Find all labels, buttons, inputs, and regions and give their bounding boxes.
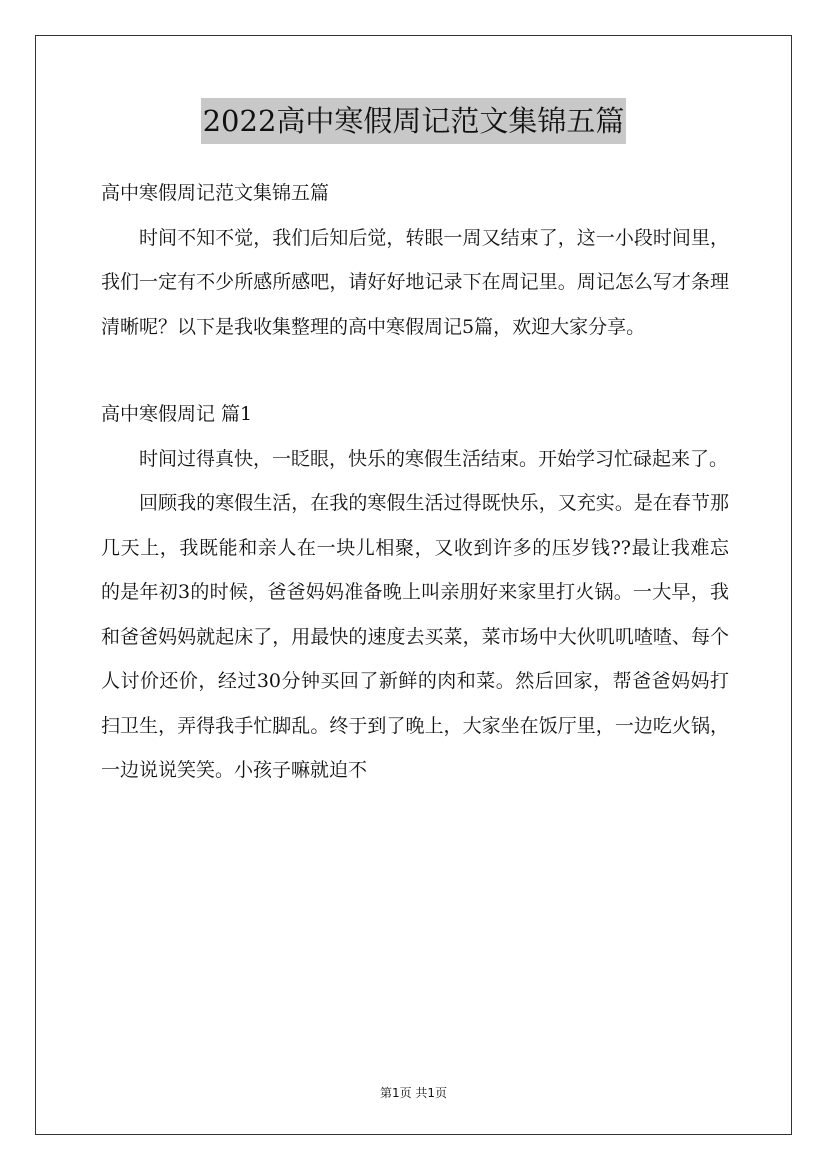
page-footer: 第1页 共1页 (379, 1086, 448, 1100)
section-spacer (101, 349, 729, 392)
section-paragraph-1: 时间过得真快，一眨眼，快乐的寒假生活结束。开始学习忙碌起来了。 (139, 447, 729, 470)
section-paragraph-2: 回顾我的寒假生活，在我的寒假生活过得既快乐，又充实。是在春节那几天上，我既能和亲人在一块儿相聚，又收到许多的压岁钱??最让我难忘的是年初3的时候，爸爸妈妈准备晚上叫亲朋好来家里打火锅。一大早，我和爸爸妈妈就起床了，用最快的速度去买菜，菜市场中大伙叽叽喳喳、每个人讨价还价，经过30分钟买回了新鲜的肉和菜。然后回家，帮爸爸妈妈打扫卫生，弄得我手忙脚乱。终于到了晚上，大家坐在饭厅里，一边吃火锅，一边说说笑笑。小孩子嘛就迫不 (101, 492, 729, 781)
document-title: 2022高中寒假周记范文集锦五篇 (201, 98, 627, 144)
section-heading: 高中寒假周记 篇1 (101, 403, 253, 425)
document-body (101, 171, 729, 793)
intro-paragraph: 时间不知不觉，我们后知后觉，转眼一周又结束了，这一小段时间里，我们一定有不少所感所感吧，请好好地记录下在周记里。周记怎么写才条理清晰呢？以下是我收集整理的高中寒假周记5篇，欢迎大家分享。 (101, 226, 729, 338)
document-subtitle: 高中寒假周记范文集锦五篇 (101, 182, 330, 204)
title-container (0, 98, 827, 144)
